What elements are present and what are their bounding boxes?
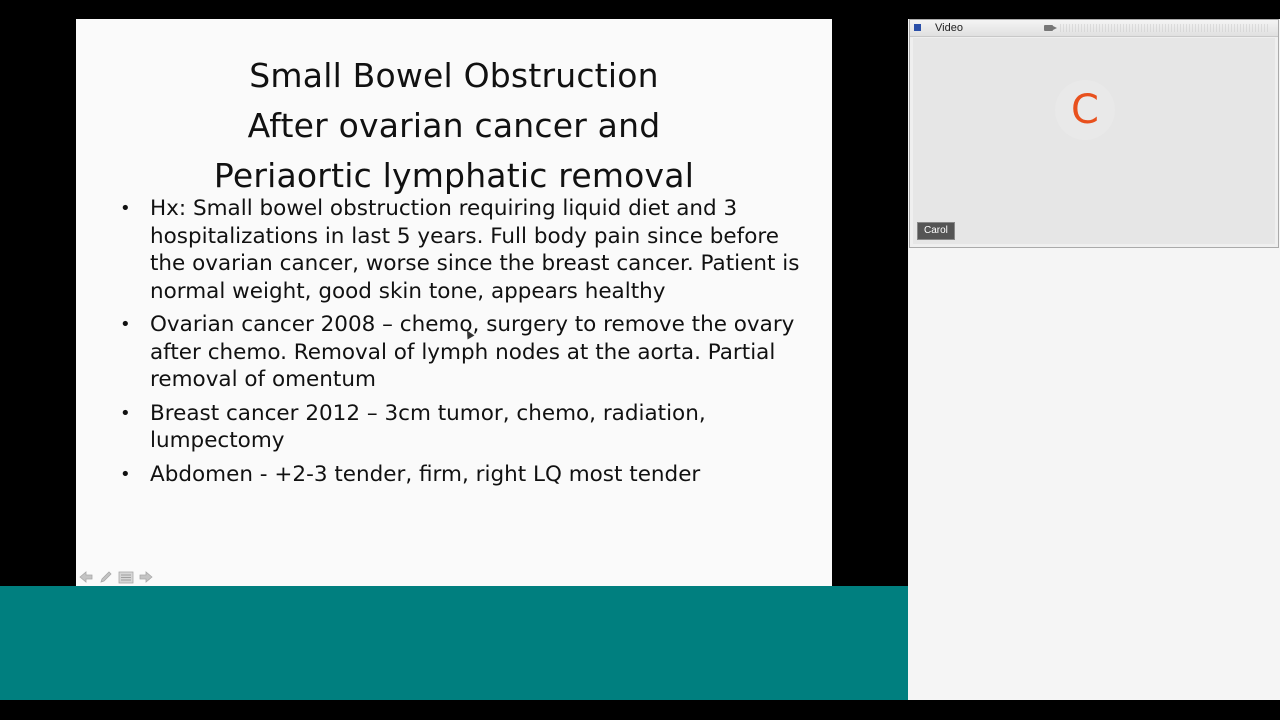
bullet-item: [118, 311, 808, 394]
bullet-text: Hx: Small bowel obstruction requiring liquid diet and 3 hospitalizations in last 5 years. Full body pain since before the ovarian cancer, worse since the breast cancer. Patient is normal weight, good skin tone, appears healthy: [150, 196, 800, 304]
video-feed-area: [913, 38, 1275, 244]
pen-icon[interactable]: [98, 570, 114, 584]
menu-icon[interactable]: [118, 570, 134, 584]
presentation-slide: [76, 19, 832, 586]
slide-title: [76, 51, 832, 201]
camera-icon[interactable]: [1044, 25, 1053, 31]
bottom-teal-bar: [0, 586, 908, 700]
video-pod-title: Video: [935, 22, 963, 34]
prev-arrow-icon[interactable]: [78, 570, 94, 584]
slide-nav-toolbar: [78, 569, 154, 585]
slide-title-line: After ovarian cancer and: [247, 106, 661, 145]
avatar: [1055, 80, 1115, 140]
bullet-dot: •: [120, 402, 131, 424]
avatar-initial: C: [1071, 87, 1099, 133]
bullet-item: [118, 400, 808, 455]
bullet-item: [118, 195, 808, 305]
bullet-text: Ovarian cancer 2008 – chemo, surgery to remove the ovary after chemo. Removal of lymph nodes at the aorta. Partial removal of omentum: [150, 312, 795, 392]
bullet-dot: •: [120, 198, 131, 219]
bullet-text: Abdomen - +2-3 tender, firm, right LQ most tender: [150, 461, 701, 487]
drag-grip-icon[interactable]: [1060, 24, 1270, 32]
pod-menu-icon[interactable]: [914, 24, 921, 31]
bullet-item: [118, 461, 808, 489]
slide-bullet-list: [118, 195, 808, 494]
slide-title-line: Small Bowel Obstruction: [249, 56, 659, 95]
top-strip: [908, 0, 1280, 19]
video-pod-titlebar[interactable]: [910, 20, 1278, 37]
bullet-dot: •: [120, 314, 131, 335]
bullet-text: Breast cancer 2012 – 3cm tumor, chemo, radiation, lumpectomy: [150, 400, 706, 453]
bullet-dot: •: [120, 463, 131, 485]
video-pod: [909, 19, 1279, 248]
next-arrow-icon[interactable]: [138, 570, 154, 584]
participant-name-tag: Carol: [917, 222, 955, 240]
slide-title-line: Periaortic lymphatic removal: [213, 156, 695, 195]
